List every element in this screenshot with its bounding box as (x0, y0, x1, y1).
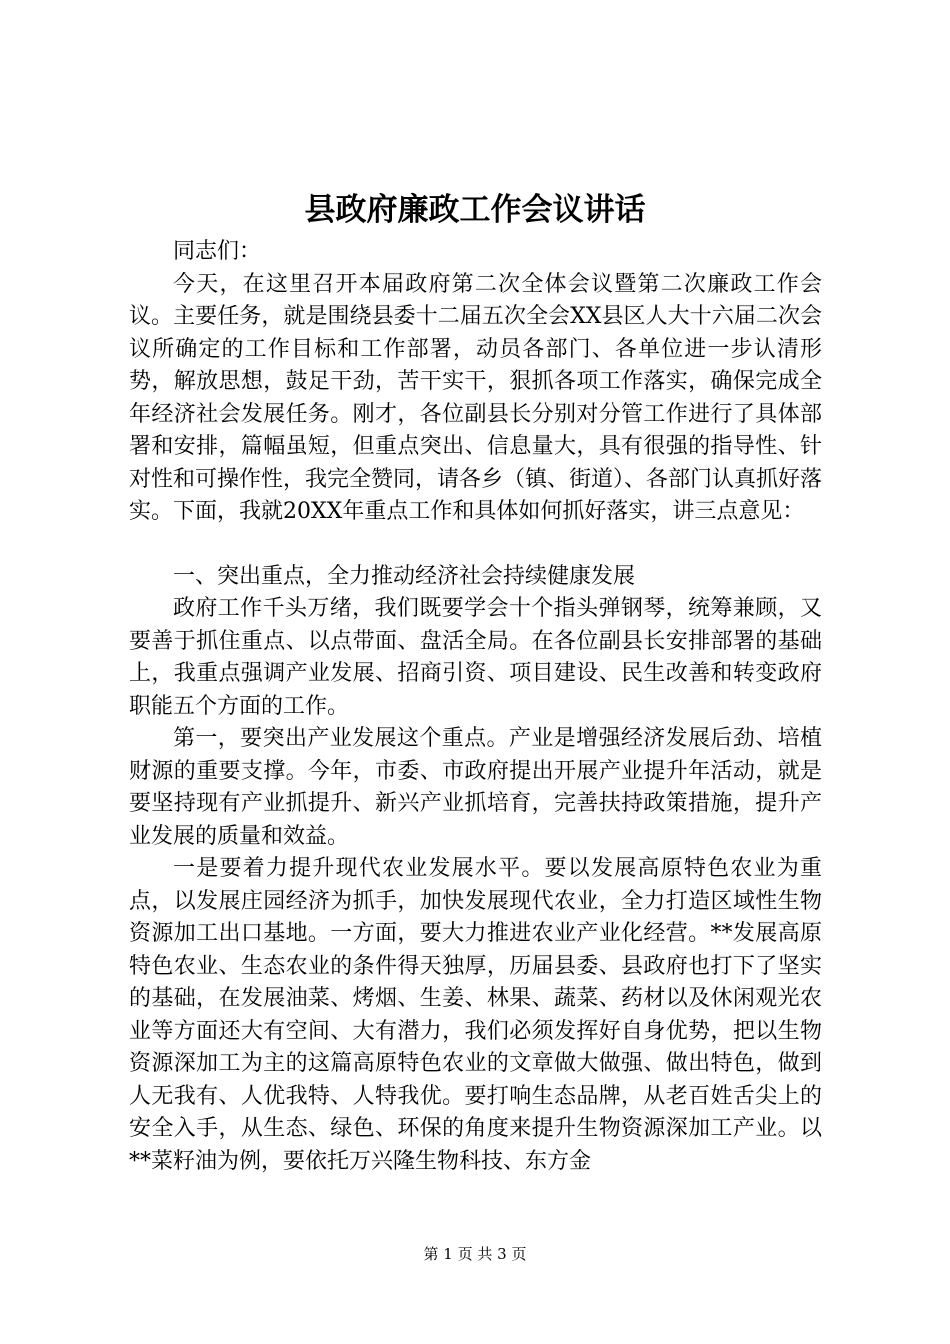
document-body (129, 236, 822, 1178)
salutation-paragraph: 同志们： (173, 239, 262, 264)
body-paragraph: 一是要着力提升现代农业发展水平。要以发展高原特色农业为重点，以发展庄园经济为抓手，加快发展现代农业，全力打造区域性生物资源加工出口基地。一方面，要大力推进农业产业化经营。**发展高原特色农业、生态农业的条件得天独厚，历届县委、县政府也打下了坚实的基础，在发展油菜、烤烟、生姜、林果、蔬菜、药材以及休闲观光农业等方面还大有空间、大有潜力，我们必须发挥好自身优势，把以生物资源深加工为主的这篇高原特色农业的文章做大做强、做出特色，做到人无我有、人优我特、人特我优。要打响生态品牌，从老百姓舌尖上的安全入手，从生态、绿色、环保的角度来提升生物资源深加工产业。以**菜籽油为例，要依托万兴隆生物科技、东方金 (129, 856, 822, 1174)
document-title: 县政府廉政工作会议讲话 (304, 192, 646, 228)
section-heading: 一、突出重点，全力推动经济社会持续健康发展 (173, 563, 636, 589)
body-paragraph: 第一，要突出产业发展这个重点。产业是增强经济发展后劲、培植财源的重要支撑。今年，市委、市政府提出开展产业提升年活动，就是要坚持现有产业抓提升、新兴产业抓培育，完善扶持政策措施，提升产业发展的质量和效益。 (129, 726, 822, 849)
page-footer: 第 1 页 共 3 页 (423, 1245, 527, 1263)
body-paragraph: 政府工作千头万绪，我们既要学会十个指头弹钢琴，统筹兼顾，又要善于抓住重点、以点带面、盘活全局。在各位副县长安排部署的基础上，我重点强调产业发展、招商引资、项目建设、民生改善和转变政府职能五个方面的工作。 (129, 596, 822, 719)
intro-paragraph: 今天，在这里召开本届政府第二次全体会议暨第二次廉政工作会议。主要任务，就是围绕县委十二届五次全会XX县区人大十六届二次会议所确定的工作目标和工作部署，动员各部门、各单位进一步认清形势，解放思想，鼓足干劲，苦干实干，狠抓各项工作落实，确保完成全年经济社会发展任务。刚才，各位副县长分别对分管工作进行了具体部署和安排，篇幅虽短，但重点突出、信息量大，具有很强的指导性、针对性和可操作性，我完全赞同，请各乡（镇、街道）、各部门认真抓好落实。下面，我就20XX年重点工作和具体如何抓好落实，讲三点意见： (129, 271, 823, 524)
